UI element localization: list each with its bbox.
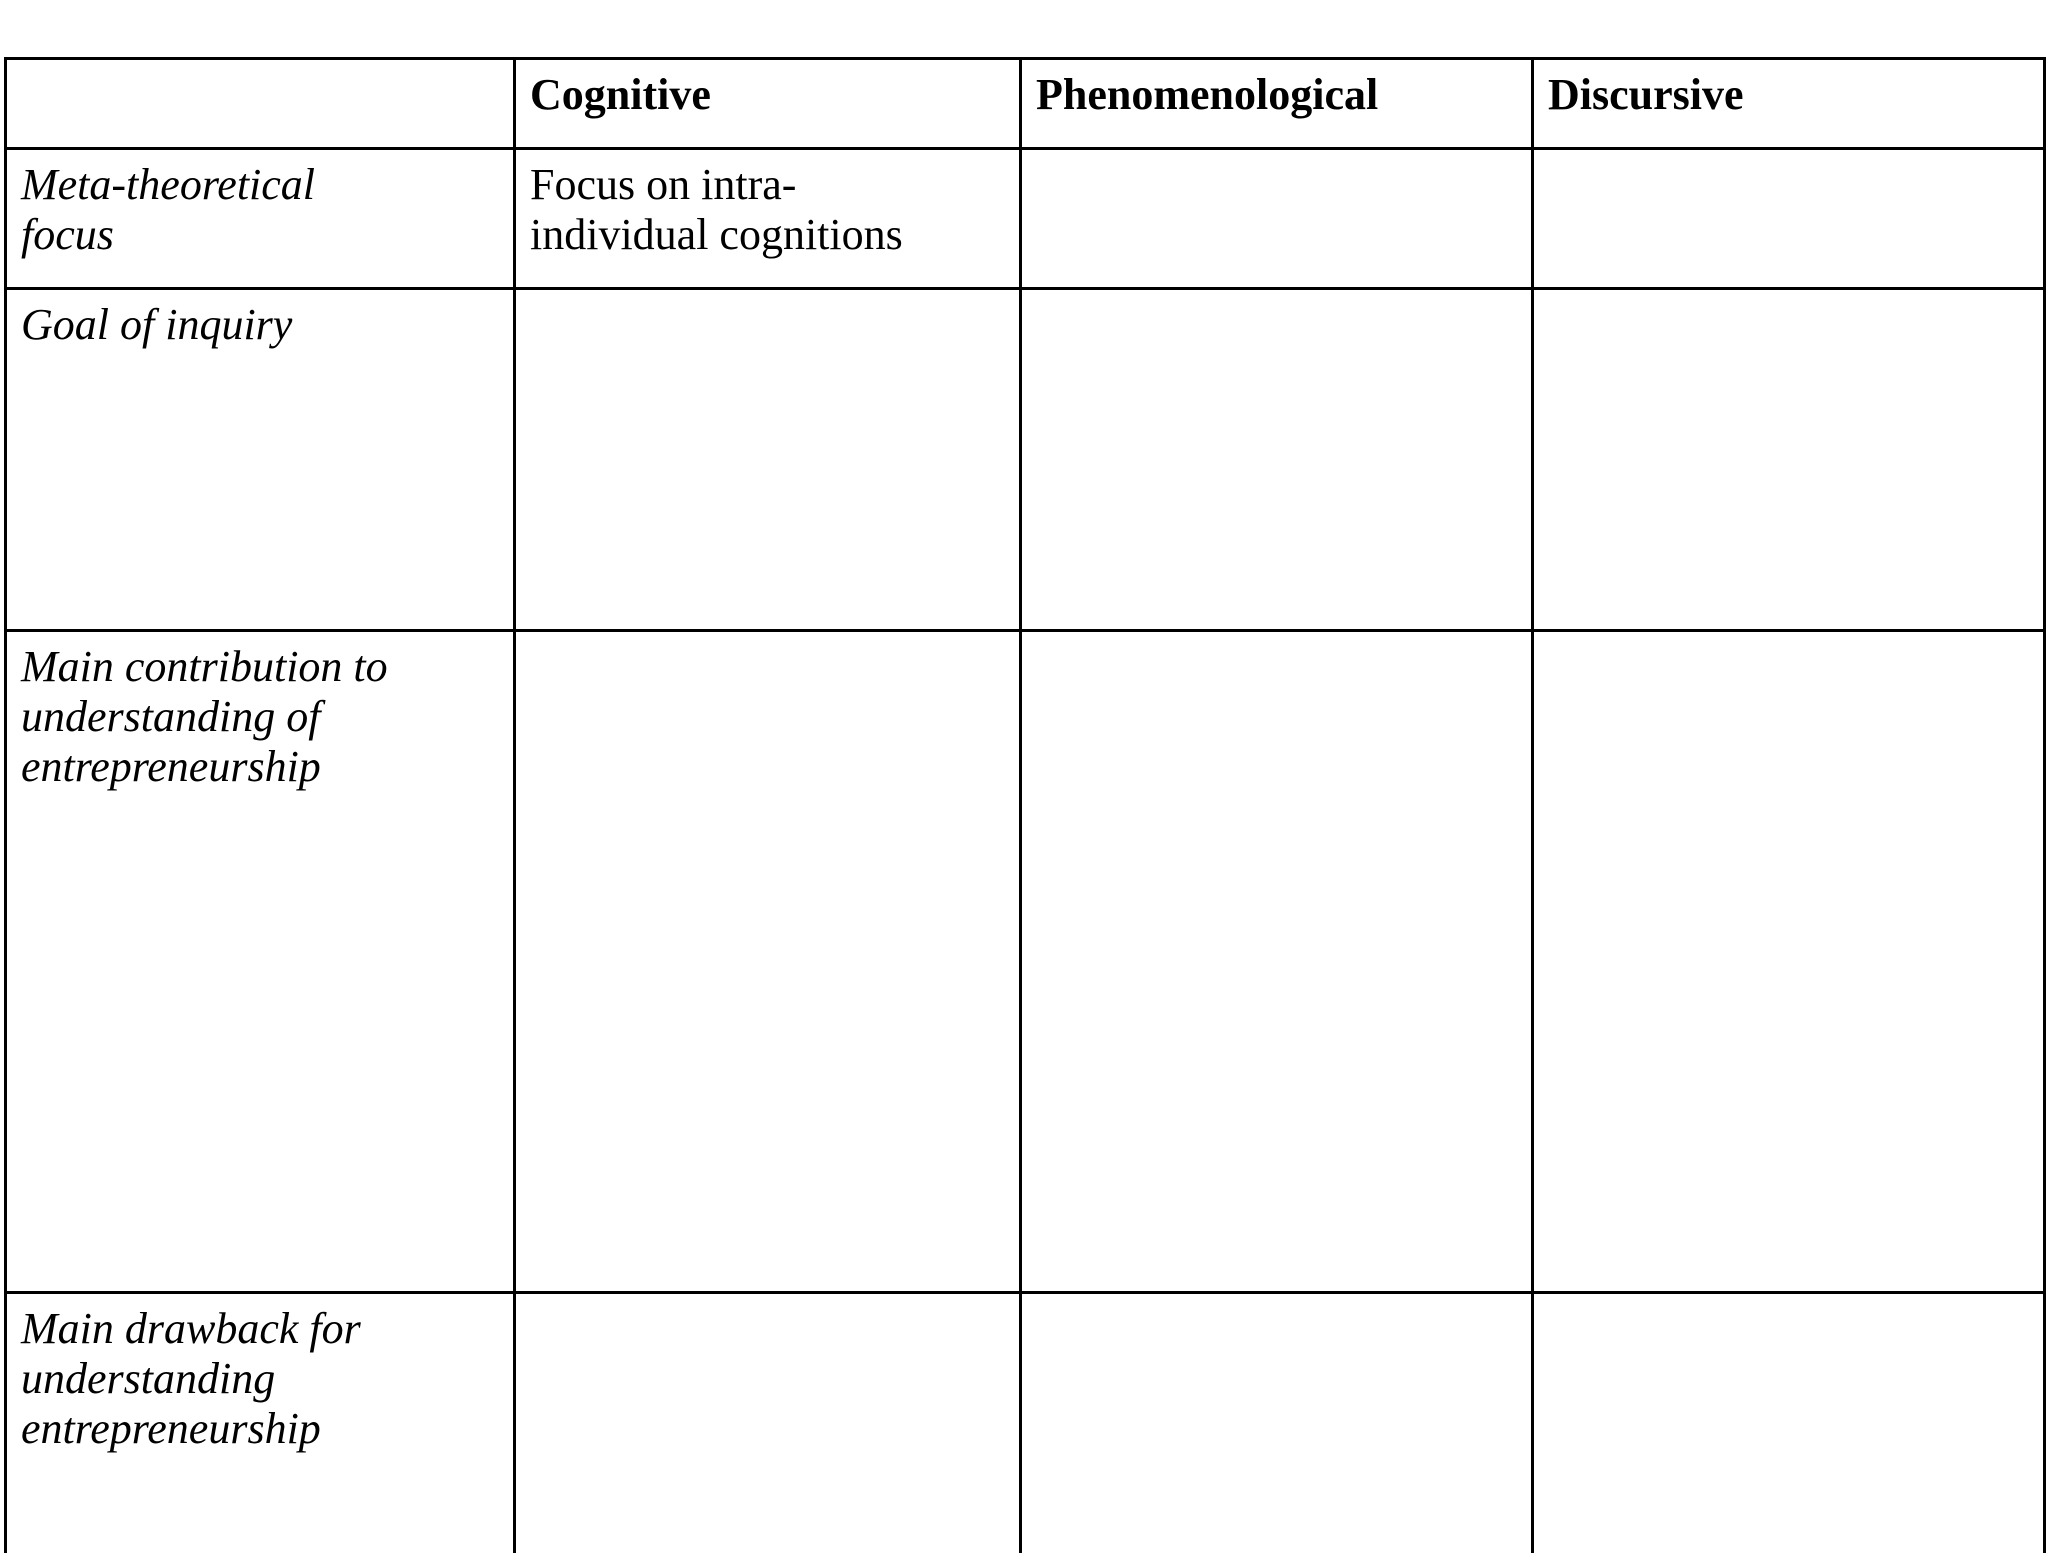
header-corner-cell: [6, 59, 515, 149]
cell-cognitive-main-drawback: [515, 1293, 1021, 1553]
cell-phenomenological-main-drawback: [1021, 1293, 1533, 1553]
row-label-meta-theoretical-focus: Meta-theoretical focus: [6, 149, 515, 289]
comparison-table: [4, 57, 2046, 1553]
table-row: [6, 1293, 2045, 1553]
row-label-main-drawback: Main drawback for understanding entrepreneurship: [6, 1293, 515, 1553]
column-header-discursive: Discursive: [1533, 59, 2045, 149]
column-header-phenomenological: Phenomenological: [1021, 59, 1533, 149]
cell-cognitive-meta-theoretical-focus: Focus on intra- individual cognitions: [515, 149, 1021, 289]
cell-phenomenological-goal-of-inquiry: [1021, 289, 1533, 631]
cell-cognitive-main-contribution: [515, 631, 1021, 1293]
row-label-main-contribution: Main contribution to understanding of entrepreneurship: [6, 631, 515, 1293]
cell-phenomenological-main-contribution: [1021, 631, 1533, 1293]
row-label-goal-of-inquiry: Goal of inquiry: [6, 289, 515, 631]
cell-phenomenological-meta-theoretical-focus: [1021, 149, 1533, 289]
table-row: [6, 631, 2045, 1293]
table-row: [6, 149, 2045, 289]
cell-discursive-main-drawback: [1533, 1293, 2045, 1553]
cell-cognitive-goal-of-inquiry: [515, 289, 1021, 631]
table-row: [6, 289, 2045, 631]
header-row: [6, 59, 2045, 149]
cell-discursive-meta-theoretical-focus: [1533, 149, 2045, 289]
cell-discursive-main-contribution: [1533, 631, 2045, 1293]
cell-discursive-goal-of-inquiry: [1533, 289, 2045, 631]
column-header-cognitive: Cognitive: [515, 59, 1021, 149]
